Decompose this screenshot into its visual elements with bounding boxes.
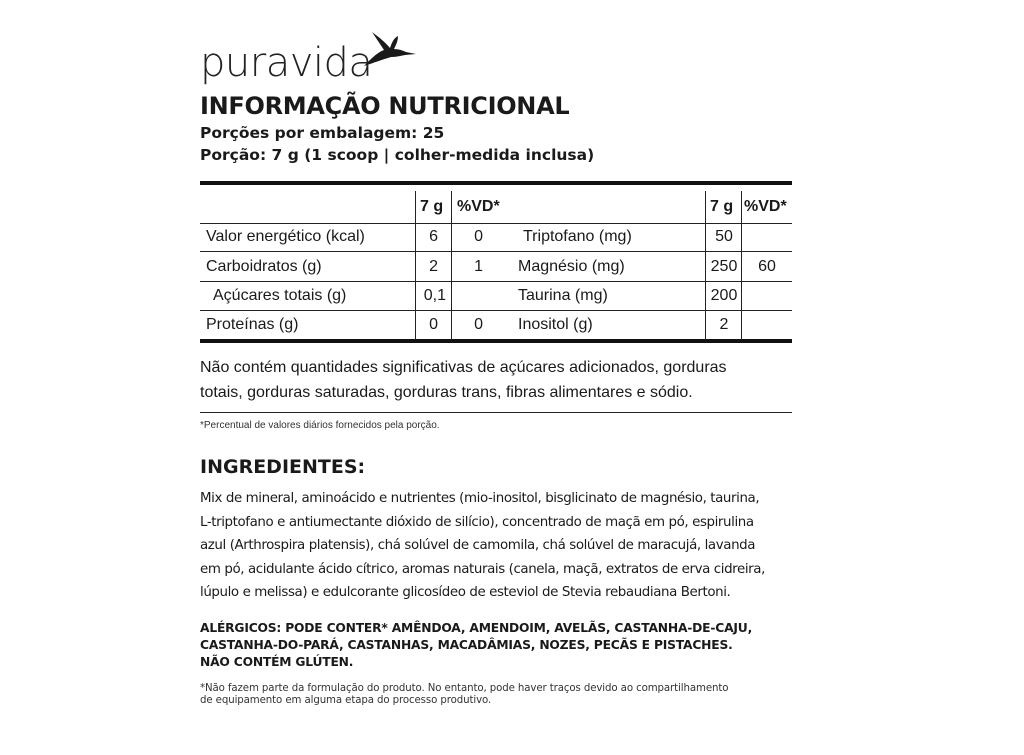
ingredients-line: azul (Arthrospira platensis), chá solúvel de camomila, chá solúvel de maracujá, lavanda [200, 538, 756, 553]
nutrient-amount: 200 [710, 287, 738, 304]
ingredients-text [200, 487, 840, 605]
ingredients-line: Mix de mineral, aminoácido e nutrientes (mio-inositol, bisglicinato de magnésio, taurina, [200, 491, 760, 506]
nutrient-amount: 0,1 [423, 287, 446, 304]
table-header-rule [200, 223, 792, 224]
nutrient-amount: 250 [710, 258, 738, 275]
nutrient-name: Triptofano (mg) [523, 228, 632, 245]
header-amount-left: 7 g [420, 198, 444, 215]
nutrient-amount: 50 [715, 228, 733, 245]
nutrient-name: Taurina (mg) [518, 287, 608, 304]
header-dv-right: %VD* [744, 198, 787, 215]
servings-per-package: Porções por embalagem: 25 [200, 124, 445, 142]
hummingbird-icon [358, 30, 418, 70]
divider [200, 412, 792, 413]
table-top-rule [200, 181, 792, 185]
footnote-line: de equipamento em alguma etapa do processo produtivo. [200, 695, 492, 706]
nutrient-dv: 0 [474, 316, 483, 333]
note-line: totais, gorduras saturadas, gorduras trans, fibras alimentares e sódio. [200, 384, 693, 401]
nutrient-name: Proteínas (g) [206, 316, 299, 333]
ingredients-line: em pó, acidulante ácido cítrico, aromas naturais (canela, maçã, extratos de erva cidreira, [200, 561, 765, 577]
note-line: Não contém quantidades significativas de açúcares adicionados, gorduras [200, 359, 727, 376]
nutrient-amount: 2 [719, 316, 729, 333]
nutrient-name: Inositol (g) [518, 316, 593, 333]
dv-footnote: *Percentual de valores diários fornecidos pela porção. [200, 420, 440, 431]
brand-logo-text: puravida [200, 40, 373, 86]
nutrient-dv: 60 [758, 258, 776, 275]
ingredients-line: L-triptofano e antiumectante dióxido de silício), concentrado de maçã em pó, espirulina [200, 514, 754, 530]
table-row-rule [200, 251, 792, 252]
nutrient-dv: 1 [474, 258, 483, 275]
header-dv-left: %VD* [457, 198, 500, 215]
allergens-block [200, 620, 752, 671]
footnote-line: *Não fazem parte da formulação do produto. No entanto, pode haver traços devido ao compartilhamento [200, 683, 729, 694]
nutrient-amount: 2 [429, 258, 438, 275]
nutrient-name: Magnésio (mg) [518, 258, 625, 275]
nutrient-amount: 0 [429, 316, 438, 333]
table-row-rule [200, 281, 792, 282]
nutrient-name: Valor energético (kcal) [206, 228, 365, 245]
ingredients-title: INGREDIENTES: [200, 456, 366, 478]
nutrient-amount: 6 [429, 228, 438, 245]
nutrient-dv: 0 [474, 228, 483, 245]
ingredients-line: lúpulo e melissa) e edulcorante glicosídeo de esteviol de Stevia rebaudiana Bertoni. [200, 585, 731, 600]
allergen-footnote [200, 683, 728, 707]
allergens-line: NÃO CONTÉM GLÚTEN. [200, 655, 354, 669]
nutrient-name: Carboidratos (g) [206, 258, 322, 275]
nutrient-name: Açúcares totais (g) [213, 287, 347, 304]
allergens-line: ALÉRGICOS: PODE CONTER* AMÊNDOA, AMENDOIM, AVELÃS, CASTANHA-DE-CAJU, [200, 621, 753, 635]
not-significant-note [200, 355, 800, 405]
table-bottom-rule [200, 339, 792, 343]
table-row-rule [200, 310, 792, 311]
header-amount-right: 7 g [710, 198, 734, 215]
serving-size: Porção: 7 g (1 scoop | colher-medida inclusa) [200, 146, 595, 164]
allergens-line: CASTANHA-DO-PARÁ, CASTANHAS, MACADÂMIAS, NOZES, PECÃS E PISTACHES. [200, 638, 733, 652]
nutrition-title: INFORMAÇÃO NUTRICIONAL [200, 92, 570, 120]
